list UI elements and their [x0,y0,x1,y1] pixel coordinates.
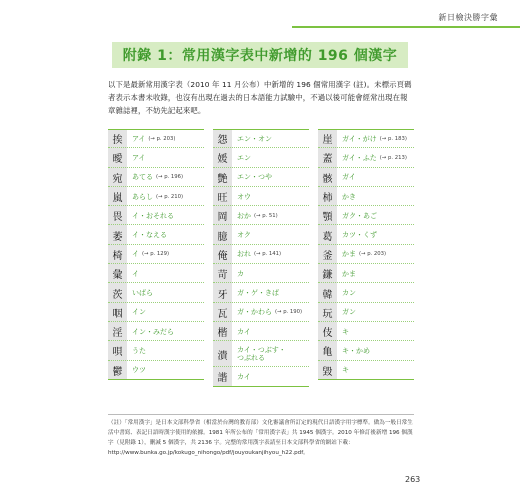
reading-text: いばら [132,289,153,298]
kanji-reading [232,308,302,316]
kanji-reading [127,308,146,316]
kanji-row [318,168,414,187]
kanji-reading [337,289,356,297]
kanji-reading [127,173,183,181]
kanji-row [108,168,204,187]
kanji-reading [232,193,251,201]
reading-text: オウ [237,192,251,201]
reading-text: ガク・あご [342,211,377,220]
kanji-character: 蓋 [318,148,337,167]
kanji-reading [232,270,244,278]
kanji-row [213,129,309,148]
kanji-character: 崖 [318,129,337,148]
reading-text: かき [342,192,356,201]
kanji-character: 顎 [318,206,337,225]
reading-text: イ [132,269,139,278]
reading-text: かま [342,269,356,278]
kanji-reading [232,135,272,143]
reading-text: あてる [132,173,153,182]
reading-text: キ・かめ [342,346,370,355]
kanji-reading [232,154,251,162]
header-rule [292,26,520,28]
kanji-row [213,341,309,367]
kanji-row [108,283,204,302]
reading-text: ガイ・がけ [342,134,377,143]
reading-text: あらし [132,192,153,201]
reading-text: アイ [132,153,146,162]
kanji-row [318,129,414,148]
kanji-character: 畏 [108,206,127,225]
kanji-reading [127,212,174,220]
reading-text: イン・みだら [132,327,174,336]
kanji-reading [127,328,174,336]
kanji-row [318,303,414,322]
page-reference: (→ p. 141) [254,251,282,258]
kanji-row [213,264,309,283]
kanji-row [108,148,204,167]
page-reference: (→ p. 210) [156,193,184,200]
kanji-row [318,361,414,380]
kanji-reading [337,347,370,355]
kanji-row [318,206,414,225]
kanji-row [318,187,414,206]
kanji-reading [337,231,377,239]
kanji-character: 茨 [108,283,127,302]
reading-text: うた [132,346,146,355]
reading-text: カ [237,269,244,278]
kanji-row [318,225,414,244]
kanji-character: 淫 [108,322,127,341]
running-header: 新日檢決勝字彙 [438,13,498,22]
kanji-reading [127,270,139,278]
kanji-reading [337,270,356,278]
kanji-reading [337,366,349,374]
page-reference: (→ p. 51) [254,212,278,219]
kanji-character: 俺 [213,245,232,264]
kanji-character: 怨 [213,129,232,148]
kanji-character: 韓 [318,283,337,302]
kanji-row [213,168,309,187]
reading-text: ガン [342,308,356,317]
reading-text: キ [342,366,349,375]
kanji-character: 牙 [213,283,232,302]
reading-text: ウツ [132,366,146,375]
kanji-row [318,245,414,264]
kanji-character: 伎 [318,322,337,341]
kanji-character: 諧 [213,367,232,386]
kanji-row [108,341,204,360]
kanji-character: 嵐 [108,187,127,206]
kanji-character: 柿 [318,187,337,206]
kanji-row [108,187,204,206]
reading-text: ガ・かわら [237,308,272,317]
kanji-reading [232,212,278,220]
title-banner [112,42,408,68]
kanji-column [318,129,414,387]
kanji-character: 鎌 [318,264,337,283]
kanji-row [108,206,204,225]
reading-text: イ・なえる [132,231,167,240]
kanji-reading [337,328,349,336]
kanji-row [213,322,309,341]
footnote-rule [108,414,414,415]
reading-text: カイ [237,372,251,381]
kanji-row [213,367,309,386]
kanji-column [108,129,204,387]
kanji-character: 玩 [318,303,337,322]
kanji-row [318,148,414,167]
kanji-character: 咽 [108,303,127,322]
kanji-reading [232,231,251,239]
kanji-row [213,206,309,225]
kanji-character: 潰 [213,341,232,367]
kanji-reading [232,173,272,181]
kanji-reading [127,154,145,162]
page-reference: (→ p. 196) [156,174,184,181]
kanji-character: 旺 [213,187,232,206]
reading-text: カイ・つぶす・ [237,346,286,355]
reading-text: エン [237,153,251,162]
kanji-character: 鬱 [108,361,127,380]
kanji-character: 椅 [108,245,127,264]
kanji-reading [127,289,153,297]
reading-text: イン [132,308,146,317]
kanji-character: 毀 [318,361,337,380]
kanji-reading [337,250,386,258]
kanji-reading [127,135,175,143]
reading-text: アイ [132,134,146,143]
kanji-row [108,303,204,322]
reading-text: おか [237,211,251,220]
kanji-row [108,322,204,341]
kanji-character: 骸 [318,168,337,187]
kanji-row [318,264,414,283]
intro-paragraph: 以下是最新常用漢字表（2010 年 11 月公布）中新增的 196 個常用漢字 (註)。未標示頁碼者表示本書未收錄，也沒有出現在過去的日本語能力試驗中，不過以後可能會經常出現在報章雜誌裡，不妨先記起來吧。 [108,80,412,115]
reading-text: イ [132,250,139,259]
reading-text: ガイ [342,173,356,182]
kanji-reading [232,373,251,381]
page-title: 附錄 1：常用漢字表中新增的 196 個漢字 [122,48,398,64]
reading-text: エン・つや [237,173,272,182]
reading-text: キ [342,327,349,336]
page-reference: (→ p. 190) [275,309,303,316]
reading-text: エン・オン [237,134,272,143]
kanji-row [108,129,204,148]
reading-text: オク [237,231,251,240]
kanji-character: 岡 [213,206,232,225]
kanji-reading [232,250,281,258]
kanji-reading [337,173,356,181]
kanji-row [108,225,204,244]
kanji-reading [127,231,167,239]
kanji-reading [127,250,169,258]
kanji-reading [337,308,356,316]
page-number: 263 [405,475,421,484]
kanji-row [213,283,309,302]
kanji-character: 臆 [213,225,232,244]
kanji-character: 釜 [318,245,337,264]
kanji-row [318,283,414,302]
kanji-row [213,303,309,322]
kanji-reading [337,135,407,143]
kanji-reading [127,366,146,374]
kanji-column [213,129,309,387]
page-reference: (→ p. 129) [142,251,170,258]
page-reference: (→ p. 203) [148,135,176,142]
kanji-row [213,148,309,167]
kanji-row [318,341,414,360]
kanji-character: 苛 [213,264,232,283]
kanji-row [108,245,204,264]
kanji-character: 彙 [108,264,127,283]
reading-text: おれ [237,250,251,259]
kanji-table [108,129,414,387]
reading-text-continued: つぶれる [237,354,265,363]
kanji-reading [232,346,309,362]
kanji-character: 楷 [213,322,232,341]
reading-text: カイ [237,327,251,336]
kanji-reading [337,154,407,162]
kanji-reading [232,289,279,297]
page-reference: (→ p. 183) [379,135,407,142]
kanji-row [213,245,309,264]
kanji-character: 媛 [213,148,232,167]
reading-text: カツ・くず [342,231,377,240]
reading-text: カン [342,289,356,298]
kanji-character: 宛 [108,168,127,187]
footnote: （註）「常用漢字」是日本文部科學省（相當於台灣的教育部）文化審議會所訂定的現代日語漢字用字標準。做為一般日常生活中書寫、表記日語時漢字使用的依據。1981 年所公布的「常用漢字表」共 1945 個漢字。2010 年修訂後新增 196 個漢字（見附錄 1），刪減 5 個漢字，共 2136 字。完整的常用漢字表請至日本文部科學省的網站下載：http://www.bunka.go.jp/kokugo_nihongo/pdf/jouyoukanjihyou_h22.pdf。 [108,420,413,456]
kanji-row [213,187,309,206]
kanji-row [213,225,309,244]
kanji-character: 瓦 [213,303,232,322]
kanji-row [108,361,204,380]
page-reference: (→ p. 213) [379,154,407,161]
kanji-row [108,264,204,283]
page-reference: (→ p. 203) [359,251,387,258]
kanji-character: 葛 [318,225,337,244]
reading-text: ガイ・ふた [342,153,377,162]
reading-text: かま [342,250,356,259]
kanji-character: 曖 [108,148,127,167]
kanji-character: 萎 [108,225,127,244]
kanji-reading [337,212,377,220]
kanji-character: 唄 [108,341,127,360]
reading-text: イ・おそれる [132,211,174,220]
kanji-character: 艶 [213,168,232,187]
kanji-character: 亀 [318,341,337,360]
kanji-reading [337,193,356,201]
kanji-row [318,322,414,341]
kanji-reading [232,328,251,336]
kanji-reading [127,347,146,355]
kanji-reading [127,193,183,201]
reading-text: ガ・ゲ・きば [237,289,279,298]
kanji-character: 挨 [108,129,127,148]
